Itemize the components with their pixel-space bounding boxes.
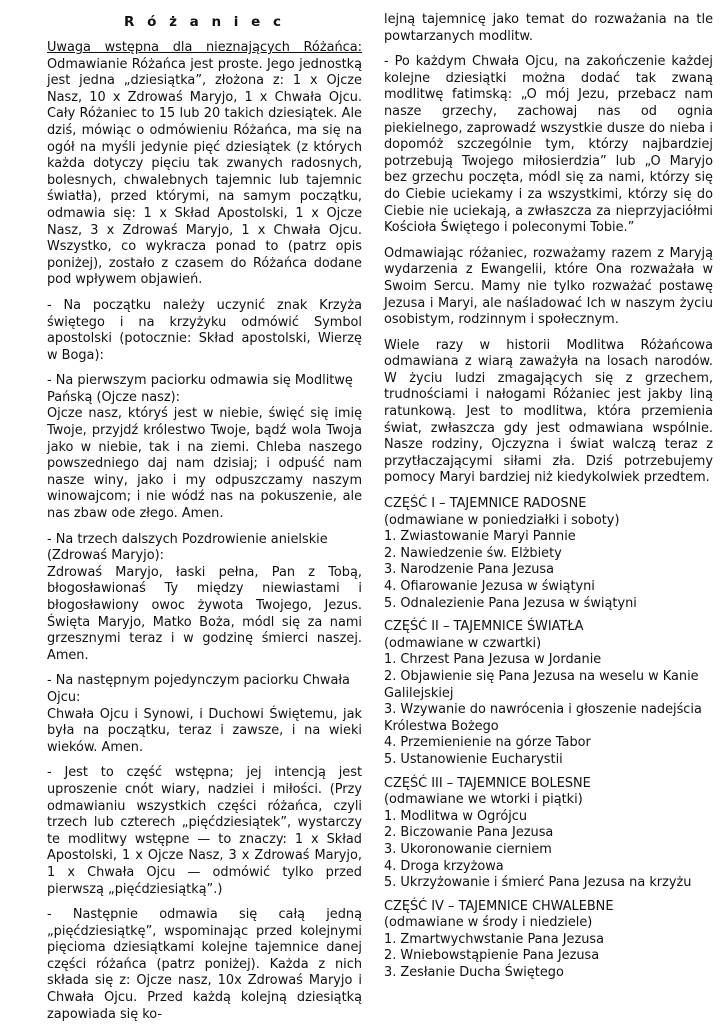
section-title: CZĘŚĆ IV – TAJEMNICE CHWALEBNE bbox=[384, 898, 614, 914]
section-title: CZĘŚĆ II – TAJEMNICE ŚWIATŁA bbox=[384, 619, 584, 635]
mystery-item: 3. Zesłanie Ducha Świętego bbox=[384, 965, 564, 981]
two-column-layout bbox=[47, 12, 713, 1032]
continued-paragraph: lejną tajemnicę jako temat do rozważania na tle powtarzanych modlitw. bbox=[384, 12, 713, 44]
hail-mary-prayer: Zdrowaś Maryjo, łaski pełna, Pan z Tobą, błogosławionaś Ty między niewiastami i błogosławiony owoc żywota Twojego, Jezus. Święta Maryjo, Matko Boża, módl się za nami grzesznymi teraz i w godzinę śmierci naszej. Amen. bbox=[47, 564, 362, 663]
intro-text: Odmawianie Różańca jest proste. Jego jednostką jest jedna „dziesiątka”, złożona z: 1 x Ojcze Nasz, 10 x Zdrowaś Maryjo, 1 x Chwała Ojcu. Cały Różaniec to 15 lub 20 takich dziesiątek. Ale dziś, mówiąc o odmówieniu Różańca, ma się na ogół na myśli jedynie pięć dziesiątek (z których każda dotyczy pięciu tak zwanych radosnych, bolesnych, chwalebnych tajemnic lub tajemnic światła), przed którymi, na samym początku, odmawia się: 1 x Skład Apostolski, 1 x Ojcze Nasz, 3 x Zdrowaś Maryjo, 1 x Chwała Ojcu. Wszystko, co wykracza ponad to (patrz opis poniżej), zostało z czasem do Różańca dodane pod wpływem objawień. bbox=[47, 56, 362, 288]
history-paragraph: Wiele razy w historii Modlitwa Różańcowa odmawiana z wiarą zaważyła na losach narodów. W życiu ludzi zmagających się z grzechem, trudnościami i nałogami Różaniec jest jakby liną ratunkową. Jest to modlitwa, która przemienia świat, zwłaszcza gdy jest odmawiana wspólnie. Nasze rodziny, Ojczyzna i świat walczą teraz z przytłaczającymi siłami zła. Dziś potrzebujemy pomocy Maryi bardziej niż kiedykolwiek przedtem. bbox=[384, 337, 713, 486]
hail-mary-heading: - Na trzech dalszych Pozdrowienie anielskie (Zdrowaś Maryjo): bbox=[47, 531, 328, 564]
mysteries-section-sorrowful bbox=[384, 776, 713, 892]
section-days: (odmawiane we wtorki i piątki) bbox=[384, 792, 583, 808]
mystery-item: 4. Ofiarowanie Jezusa w świątyni bbox=[384, 579, 595, 594]
mystery-item: 3. Narodzenie Pana Jezusa bbox=[384, 562, 555, 578]
mystery-item: 1. Modlitwa w Ogrójcu bbox=[384, 808, 528, 824]
section-days: (odmawiane w czwartki) bbox=[384, 635, 542, 651]
sign-of-cross-paragraph: - Na początku należy uczynić znak Krzyża świętego i na krzyżyku odmówić Symbol apostolski (potocznie: Skład apostolski, Wierzę w Boga): bbox=[47, 297, 362, 363]
decades-paragraph: - Następnie odmawia się całą jedną „pięćdziesiątkę”, wspominając przed kolejnymi pięcioma dziesiątkami kolejne tajemnice danej części różańca (patrz poniżej). Każda z nich składa się z: Ojcze nasz, 10x Zdrowaś Maryjo i Chwała Ojcu. Przed każdą kolejną dziesiątką zapowiada się ko- bbox=[47, 907, 362, 1022]
meditation-paragraph: Odmawiając różaniec, rozważamy razem z Maryją wydarzenia z Ewangelii, które Ona rozważała w Swoim Sercu. Mamy nie tylko rozważać postawę Jezusa i Maryi, ale naśladować Ich w naszym życiu osobistym, rodzinnym i społecznym. bbox=[384, 245, 713, 328]
mystery-item: 2. Nawiedzenie św. Elżbiety bbox=[384, 545, 562, 561]
mystery-item: 3. Ukoronowanie cierniem bbox=[384, 841, 552, 857]
mystery-item: 2. Objawienie się Pana Jezusa na weselu w Kanie Galilejskiej bbox=[384, 668, 699, 701]
mystery-item: 1. Chrzest Pana Jezusa w Jordanie bbox=[384, 652, 602, 668]
introductory-part-paragraph: - Jest to część wstępna; jej intencją jest uproszenie cnót wiary, nadziei i miłości. (Przy odmawianiu wszystkich części różańca, czyli trzech lub czterech „pięćdziesiątek”, wystarczy te modlitwy wstępne — to znaczy: 1 x Skład Apostolski, 1 x Ojcze Nasz, 3 x Zdrowaś Maryjo, 1 x Chwała Ojcu — odmówić tylko przed pierwszą „pięćdziesiątką”.) bbox=[47, 765, 362, 897]
our-father-heading: - Na pierwszym paciorku odmawia się Modlitwę Pańską (Ojcze nasz): bbox=[47, 373, 353, 405]
section-title: CZĘŚĆ III – TAJEMNICE BOLESNE bbox=[384, 775, 591, 791]
mystery-item: 4. Przemienienie na górze Tabor bbox=[384, 735, 591, 751]
hail-mary-paragraph bbox=[47, 532, 362, 665]
fatima-prayer-paragraph: - Po każdym Chwała Ojcu, na zakończenie każdej kolejne dziesiątki można dodać tak zwaną modlitwę fatimską: „O mój Jezu, przebacz nam nasze grzechy, zachowaj nas od ognia piekielnego, zaprowadź wszystkie dusze do nieba i dopomóż szczególnie tym, którzy najbardziej potrzebują Twojego miłosierdzia” lub „O Maryjo bez grzechu poczęta, módl się za nami, którzy się do Ciebie uciekamy i za wszystkimi, którzy się do Ciebie nie uciekają, a zwłaszcza za nieprzyjaciółmi Kościoła Świętego i poleconymi Tobie.” bbox=[384, 54, 713, 236]
page-title: R ó ż a n i e c bbox=[124, 14, 285, 30]
left-column bbox=[47, 12, 362, 1032]
mysteries-section-light bbox=[384, 619, 713, 768]
right-column bbox=[384, 12, 713, 1032]
mystery-item: 2. Wniebowstąpienie Pana Jezusa bbox=[384, 948, 600, 964]
mystery-item: 5. Ukrzyżowanie i śmierć Pana Jezusa na krzyżu bbox=[384, 875, 692, 891]
mystery-item: 1. Zwiastowanie Maryi Pannie bbox=[384, 529, 576, 545]
mystery-item: 5. Odnalezienie Pana Jezusa w świątyni bbox=[384, 595, 637, 611]
section-title: CZĘŚĆ I – TAJEMNICE RADOSNE bbox=[384, 496, 587, 512]
our-father-paragraph bbox=[47, 373, 362, 522]
glory-be-prayer: Chwała Ojcu i Synowi, i Duchowi Świętemu, jak była na początku, teraz i zawsze, i na wieki wieków. Amen. bbox=[47, 706, 362, 755]
mysteries-section-glorious bbox=[384, 899, 713, 982]
our-father-prayer: Ojcze nasz, któryś jest w niebie, święć się imię Twoje, przyjdź królestwo Twoje, bądź wola Twoja jako w niebie, tak i na ziemi. Chleba naszego powszedniego daj nam dzisiaj; i odpuść nam nasze winy, jako i my odpuszczamy naszym winowajcom; i nie wódź nas na pokuszenie, ale nas zbaw ode złego. Amen. bbox=[47, 406, 362, 522]
mystery-item: 1. Zmartwychwstanie Pana Jezusa bbox=[384, 931, 605, 947]
mystery-item: 2. Biczowanie Pana Jezusa bbox=[384, 825, 554, 841]
intro-paragraph bbox=[47, 40, 362, 289]
mystery-item: 3. Wzywanie do nawrócenia i głoszenie nadejścia Królestwa Bożego bbox=[384, 702, 702, 734]
intro-label: Uwaga wstępna dla nieznających Różańca: bbox=[47, 40, 362, 55]
mystery-item: 5. Ustanowienie Eucharystii bbox=[384, 751, 563, 767]
mysteries-section-joyful bbox=[384, 496, 713, 612]
section-days: (odmawiane w poniedziałki i soboty) bbox=[384, 512, 620, 528]
glory-be-paragraph bbox=[47, 673, 362, 756]
glory-be-heading: - Na następnym pojedynczym paciorku Chwała Ojcu: bbox=[47, 673, 350, 705]
mystery-item: 4. Droga krzyżowa bbox=[384, 858, 504, 874]
section-days: (odmawiane w środy i niedziele) bbox=[384, 915, 593, 931]
